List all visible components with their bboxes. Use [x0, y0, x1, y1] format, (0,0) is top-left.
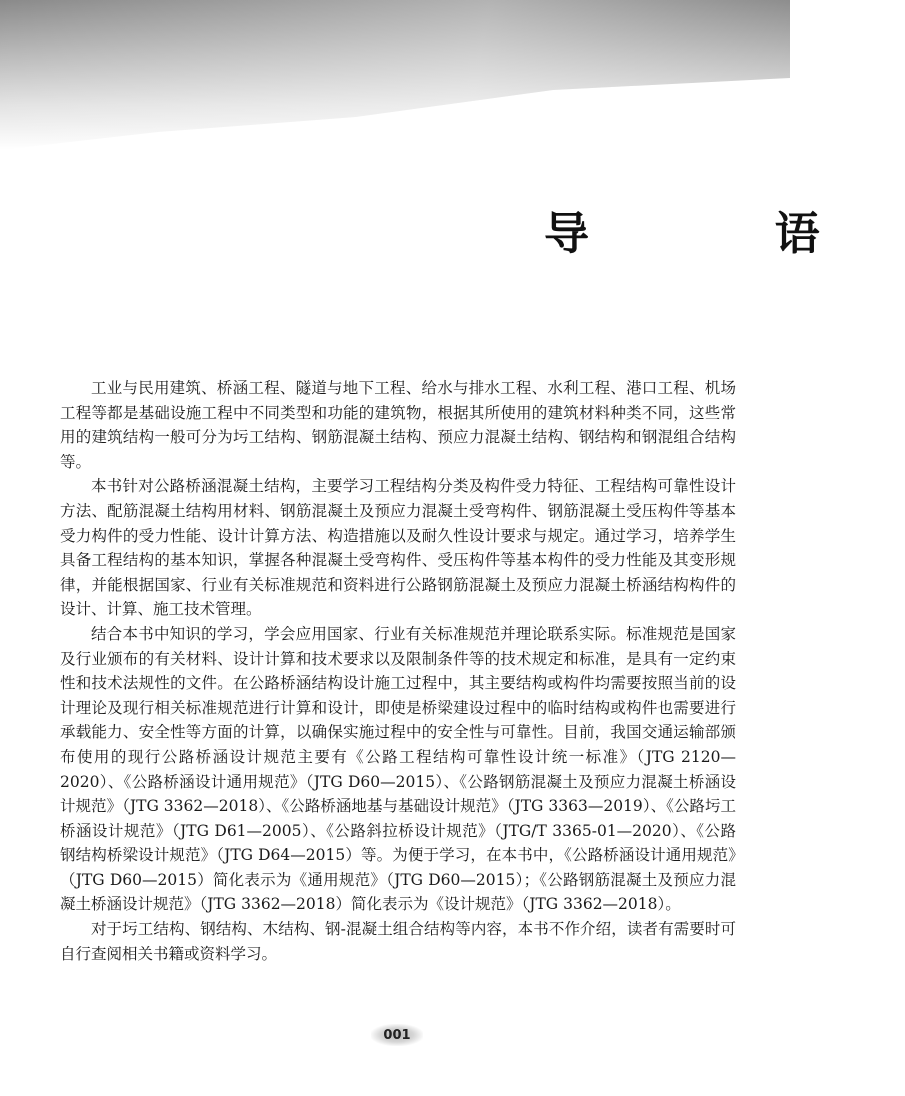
page-title: 导 语: [544, 207, 905, 260]
page-number: 001: [371, 1024, 423, 1046]
paragraph-4: 对于圬工结构、钢结构、木结构、钢-混凝土组合结构等内容，本书不作介绍，读者有需要时可自行查阅相关书籍或资料学习。: [60, 920, 736, 963]
body-text: [60, 376, 736, 966]
paragraph-3: 结合本书中知识的学习，学会应用国家、行业有关标准规范并理论联系实际。标准规范是国家及行业颁布的有关材料、设计计算和技术要求以及限制条件等的技术规定和标准，是具有一定约束性和技术法规性的文件。在公路桥涵结构设计施工过程中，其主要结构或构件均需要按照当前的设计理论及现行相关标准规范进行计算和设计，即使是桥梁建设过程中的临时结构或构件也需要进行承载能力、安全性等方面的计算，以确保实施过程中的安全性与可靠性。目前，我国交通运输部颁布使用的现行公路桥涵设计规范主要有《公路工程结构可靠性设计统一标准》（JTG 2120—2020）、《公路桥涵设计通用规范》（JTG D60—2015）、《公路钢筋混凝土及预应力混凝土桥涵设计规范》（JTG 3362—2018）、《公路桥涵地基与基础设计规范》（JTG 3363—2019）、《公路圬工桥涵设计规范》（JTG D61—2005）、《公路斜拉桥设计规范》（JTG/T 3365-01—2020）、《公路钢结构桥梁设计规范》（JTG D64—2015）等。为便于学习，在本书中，《公路桥涵设计通用规范》（JTG D60—2015）简化表示为《通用规范》（JTG D60—2015）；《公路钢筋混凝土及预应力混凝土桥涵设计规范》（JTG 3362—2018）简化表示为《设计规范》（JTG 3362—2018）。: [60, 624, 736, 914]
header-decorative-band: [0, 0, 790, 150]
paragraph-2: 本书针对公路桥涵混凝土结构，主要学习工程结构分类及构件受力特征、工程结构可靠性设计方法、配筋混凝土结构用材料、钢筋混凝土及预应力混凝土受弯构件、钢筋混凝土受压构件等基本受力构件的受力性能、设计计算方法、构造措施以及耐久性设计要求与规定。通过学习，培养学生具备工程结构的基本知识，掌握各种混凝土受弯构件、受压构件等基本构件的受力性能及其变形规律，并能根据国家、行业有关标准规范和资料进行公路钢筋混凝土及预应力混凝土桥涵结构构件的设计、计算、施工技术管理。: [60, 477, 736, 619]
paragraph-1: 工业与民用建筑、桥涵工程、隧道与地下工程、给水与排水工程、水利工程、港口工程、机场工程等都是基础设施工程中不同类型和功能的建筑物，根据其所使用的建筑材料种类不同，这些常用的建筑结构一般可分为圬工结构、钢筋混凝土结构、预应力混凝土结构、钢结构和钢混组合结构等。: [60, 379, 736, 471]
